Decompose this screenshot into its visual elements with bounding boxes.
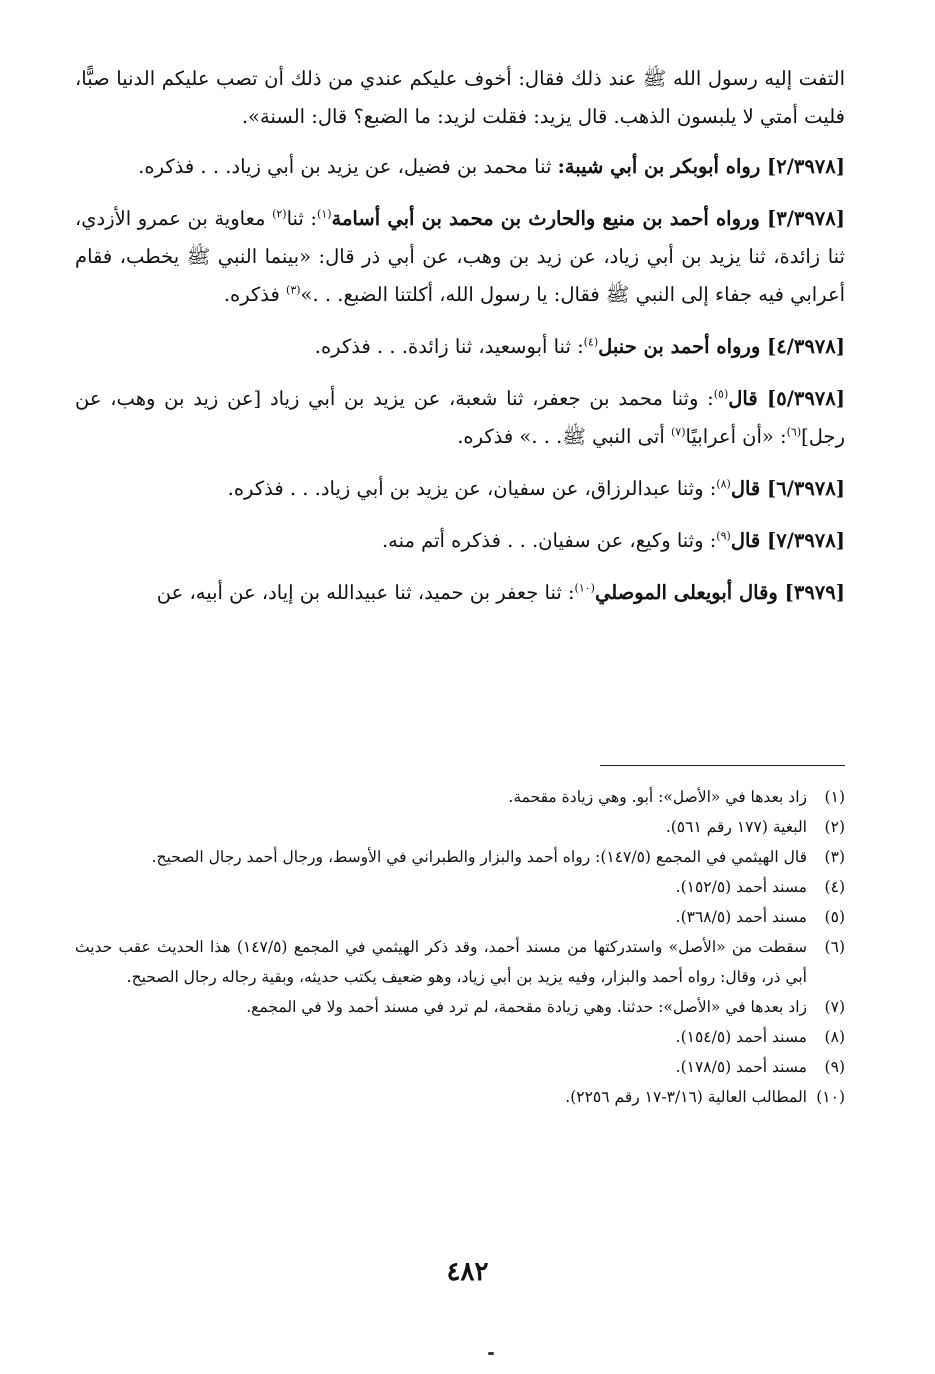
footnote-text: البغية (١٧٧ رقم ٥٦١).	[665, 818, 807, 836]
footnote-number: (٢)	[824, 818, 845, 836]
paragraph-text: : وثنا محمد بن جعفر، ثنا شعبة، عن يزيد بن أبي زياد [عن زيد بن وهب، عن رجل]	[75, 387, 845, 448]
footnote-ref[interactable]: (٦)	[786, 425, 802, 439]
footnote-text: سقطت من «الأصل» واستدركتها من مسند أحمد، وقد ذكر الهيثمي في المجمع (١٤٧/٥) هذا الحديث عقب حديث أبي ذر، وقال: رواه أحمد والبزار، وفيه يزيد بن أبي زياد، وهو ضعيف يكتب حديثه، وبقية رجاله رجال الصحيح.	[75, 938, 807, 986]
footnote-text: مسند أحمد (١٥٤/٥).	[675, 1028, 807, 1046]
paragraph-text: معاوية بن عمرو الأزدي، ثنا زائدة، ثنا يزيد بن أبي زياد، عن زيد بن وهب، عن أبي ذر قال: «بينما النبي ﷺ يخطب، فقام أعرابي فيه جفاء إلى النبي ﷺ فقال: يا رسول الله، أكلتنا الضبع. . .»	[75, 207, 845, 306]
main-text	[75, 60, 845, 626]
footnote-ref[interactable]: (٥)	[713, 387, 729, 401]
footnote-separator	[600, 765, 845, 766]
hadith-heading: [٧/٣٩٧٨] قال	[730, 529, 845, 552]
footnote-text: مسند أحمد (١٧٨/٥).	[675, 1058, 807, 1076]
hadith-paragraph	[75, 470, 845, 508]
paragraph-text: : ثنا	[286, 207, 318, 230]
footnote-text: مسند أحمد (١٥٢/٥).	[675, 878, 807, 896]
footnote-number: (٤)	[824, 878, 845, 896]
hadith-paragraph	[75, 328, 845, 366]
footnote-number: (٨)	[824, 1028, 845, 1046]
paragraph-text: التفت إليه رسول الله ﷺ عند ذلك فقال: أخوف عليكم عندي من ذلك أن تصب عليكم الدنيا صبًّا، فليت أمتي لا يلبسون الذهب. قال يزيد: فقلت لزيد: ما الضبع؟ قال: السنة».	[75, 67, 845, 128]
paragraph-text: : وثنا عبدالرزاق، عن سفيان، عن يزيد بن أبي زياد. . . فذكره.	[227, 477, 717, 500]
hadith-heading: [٦/٣٩٧٨] قال	[730, 477, 845, 500]
page-number: ٤٨٢	[446, 1257, 489, 1287]
footnote-number: (١٠)	[816, 1088, 845, 1106]
footnote-number: (٩)	[824, 1058, 845, 1076]
footnote-text: قال الهيثمي في المجمع (١٤٧/٥): رواه أحمد والبزار والطبراني في الأوسط، ورجال أحمد رجال الصحيح.	[151, 848, 807, 866]
footnote-number: (١)	[824, 788, 845, 806]
footnote	[75, 1022, 845, 1052]
footnote-text: المطالب العالية (٣/١٦-١٧ رقم ٢٢٥٦).	[565, 1088, 807, 1106]
footnote-number: (٧)	[824, 998, 845, 1016]
paragraph-text: : وثنا وكيع، عن سفيان. . . فذكره أتم منه.	[381, 529, 717, 552]
footnote-number: (٣)	[824, 848, 845, 866]
footnote-text: زاد بعدها في «الأصل»: حدثنا. وهي زيادة مقحمة، لم ترد في مسند أحمد ولا في المجمع.	[246, 998, 807, 1016]
footnote-ref[interactable]: (٨)	[716, 477, 731, 491]
footnote	[75, 1082, 845, 1112]
footnote	[75, 812, 845, 842]
paragraph-text: : ثنا جعفر بن حميد، ثنا عبيدالله بن إياد، عن أبيه، عن	[156, 581, 575, 604]
hadith-heading: [٤/٣٩٧٨] ورواه أحمد بن حنبل	[598, 335, 845, 358]
hadith-heading: [٢/٣٩٧٨] رواه أبوبكر بن أبي شيبة:	[557, 155, 845, 178]
scan-speck	[488, 1352, 494, 1355]
footnote	[75, 992, 845, 1022]
footnote-ref[interactable]: (١٠)	[574, 581, 595, 595]
footnote-number: (٥)	[824, 908, 845, 926]
hadith-paragraph	[75, 574, 845, 612]
footnote-text: زاد بعدها في «الأصل»: أبو. وهي زيادة مقحمة.	[508, 788, 807, 806]
footnote-text: مسند أحمد (٣٦٨/٥).	[675, 908, 807, 926]
footnote	[75, 1052, 845, 1082]
paragraph-text: : ثنا أبوسعيد، ثنا زائدة. . . فذكره.	[314, 335, 584, 358]
footnote	[75, 842, 845, 872]
footnote-ref[interactable]: (٤)	[583, 335, 599, 349]
footnotes	[75, 782, 845, 1112]
paragraph-text: : «أن أعرابيًا	[685, 425, 787, 448]
footnote	[75, 932, 845, 992]
hadith-heading: [٣٩٧٩] وقال أبويعلى الموصلي	[594, 581, 845, 604]
hadith-paragraph	[75, 380, 845, 456]
paragraph-text: فذكره.	[223, 283, 287, 306]
footnote-ref[interactable]: (٣)	[286, 283, 301, 297]
paragraph-continuation	[75, 60, 845, 136]
footnote-ref[interactable]: (٧)	[670, 425, 686, 439]
footnote-number: (٦)	[824, 938, 845, 956]
footnote	[75, 872, 845, 902]
footnote	[75, 782, 845, 812]
hadith-paragraph	[75, 522, 845, 560]
footnote-ref[interactable]: (٩)	[716, 529, 731, 543]
paragraph-text: ثنا محمد بن فضيل، عن يزيد بن أبي زياد. . . فذكره.	[138, 155, 558, 178]
hadith-paragraph	[75, 148, 845, 186]
footnote	[75, 902, 845, 932]
footnote-ref[interactable]: (١)	[317, 207, 332, 221]
paragraph-text: أتى النبي ﷺ. . .» فذكره.	[457, 425, 671, 448]
hadith-heading: [٣/٣٩٧٨] ورواه أحمد بن منيع والحارث بن محمد بن أبي أسامة	[331, 207, 845, 230]
hadith-paragraph	[75, 200, 845, 314]
footnote-ref[interactable]: (٢)	[272, 207, 287, 221]
hadith-heading: [٥/٣٩٧٨] قال	[728, 387, 845, 410]
